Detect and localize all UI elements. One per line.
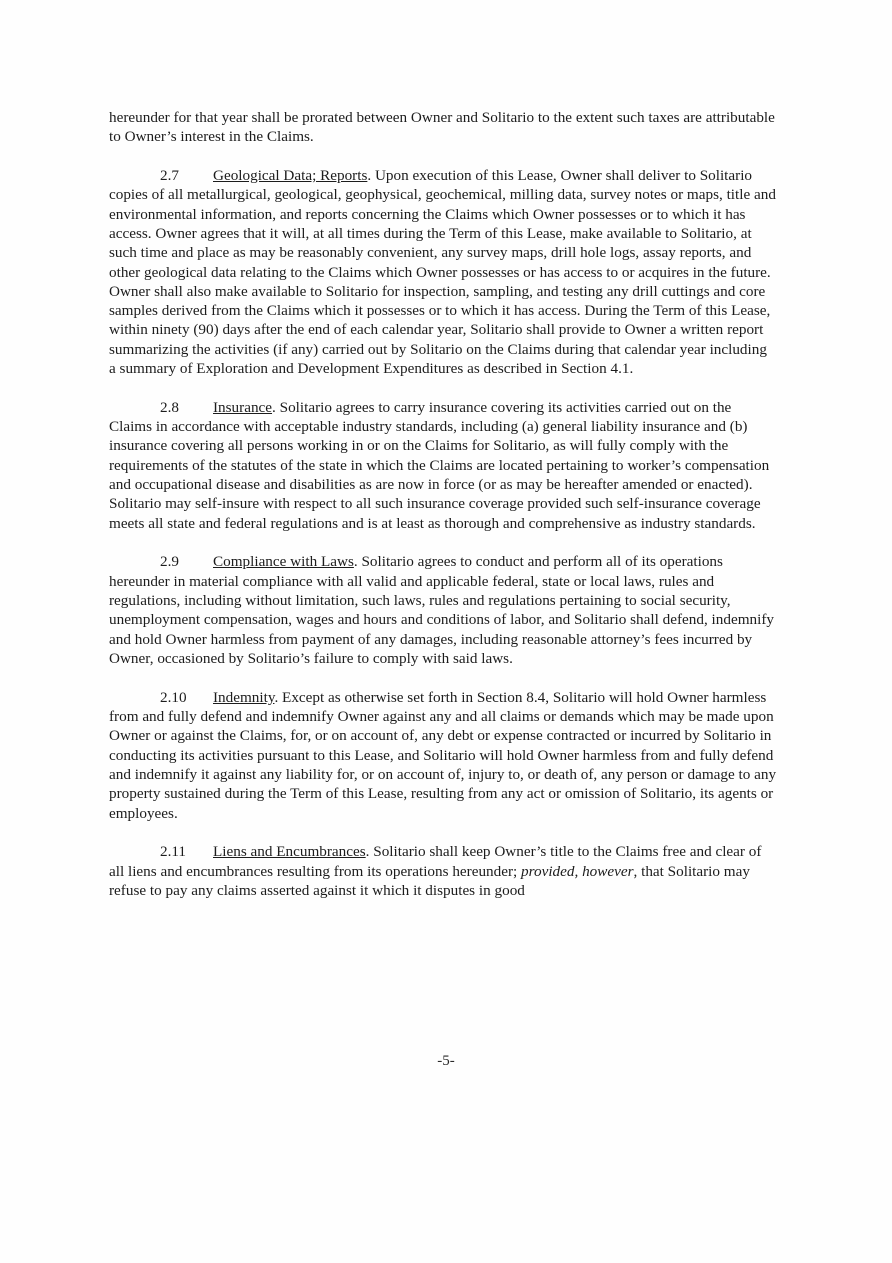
section-body-italic: provided, however bbox=[521, 862, 634, 880]
section-body: . Solitario agrees to carry insurance covering its activities carried out on the Claims in accordance with acceptable industry standards, including (a) general liability insurance and (b) insurance covering all persons working in or on the Claims for Solitario, as will fully comply with the requirements of the statutes of the state in which the Claims are located pertaining to worker’s compensation and occupational disease and disabilities as are now in force (or as may be hereafter amended or enacted). Solitario may self-insure with respect to all such insurance coverage provided such self-insurance coverage meets all state and federal regulations and is at least as thorough and comprehensive as industry standards. bbox=[109, 398, 770, 532]
section-2-8 bbox=[109, 398, 777, 533]
section-body-continued: , that Solitario may refuse to pay any claims asserted against it which it disputes in good bbox=[109, 862, 750, 899]
section-2-7 bbox=[109, 166, 777, 378]
page-number: -5- bbox=[437, 1053, 455, 1069]
document-body bbox=[109, 108, 777, 920]
section-body: . Solitario agrees to conduct and perform all of its operations hereunder in material compliance with all valid and applicable federal, state or local laws, rules and regulations, including without limitation, such laws, rules and regulations pertaining to social security, unemployment compensation, wages and hours and conditions of labor, and Solitario shall defend, indemnify and hold Owner harmless from payment of any damages, including reasonable attorney’s fees incurred by Owner, occasioned by Solitario’s failure to comply with said laws. bbox=[109, 553, 774, 667]
section-body: . Except as otherwise set forth in Section 8.4, Solitario will hold Owner harmless from and fully defend and indemnify Owner against any and all claims or demands which may be made upon Owner or against the Claims, for, or on account of, any debt or expense contracted or incurred by Solitario in conducting its activities pursuant to this Lease, and Solitario will hold Owner harmless from and fully defend and indemnify it against any liability for, or on account of, injury to, or death of, any person or damage to any property sustained during the Term of this Lease, resulting from any act or omission of Solitario, its agents or employees. bbox=[109, 688, 777, 822]
section-title: Compliance with Laws bbox=[213, 553, 354, 571]
section-title: Liens and Encumbrances bbox=[213, 843, 366, 861]
section-title: Indemnity bbox=[213, 688, 275, 706]
section-number: 2.11 bbox=[160, 843, 187, 861]
section-body: . Solitario shall keep Owner’s title to the Claims free and clear of all liens and encumbrances resulting from its operations hereunder; bbox=[109, 843, 762, 880]
section-title: Geological Data; Reports bbox=[213, 167, 368, 185]
section-2-9 bbox=[109, 552, 777, 668]
section-body: . Upon execution of this Lease, Owner shall deliver to Solitario copies of all metallurgical, geological, geophysical, geochemical, milling data, survey notes or maps, title and environmental information, and reports concerning the Claims which Owner possesses or to which it has access. Owner agrees that it will, at all times during the Term of this Lease, make available to Solitario, at such time and place as may be reasonably convenient, any survey maps, drill hole logs, assay reports, and other geological data relating to the Claims which Owner possesses or has access to or acquires in the future. Owner shall also make available to Solitario for inspection, sampling, and testing any drill cuttings and core samples derived from the Claims which it possesses or to which it has access. During the Term of this Lease, within ninety (90) days after the end of each calendar year, Solitario shall provide to Owner a written report summarizing the activities (if any) carried out by Solitario on the Claims during that calendar year including a summary of Exploration and Development Expenditures as described in Section 4.1. bbox=[109, 167, 776, 378]
section-number: 2.7 bbox=[160, 167, 179, 185]
intro-paragraph-text: hereunder for that year shall be prorated between Owner and Solitario to the extent such taxes are attributable to Owner’s interest in the Claims. bbox=[109, 109, 775, 146]
section-number: 2.9 bbox=[160, 553, 179, 571]
section-title: Insurance bbox=[213, 398, 273, 416]
section-number: 2.8 bbox=[160, 398, 179, 416]
section-2-11 bbox=[109, 842, 777, 900]
section-number: 2.10 bbox=[160, 688, 187, 706]
intro-paragraph bbox=[109, 108, 777, 147]
section-2-10 bbox=[109, 688, 777, 823]
